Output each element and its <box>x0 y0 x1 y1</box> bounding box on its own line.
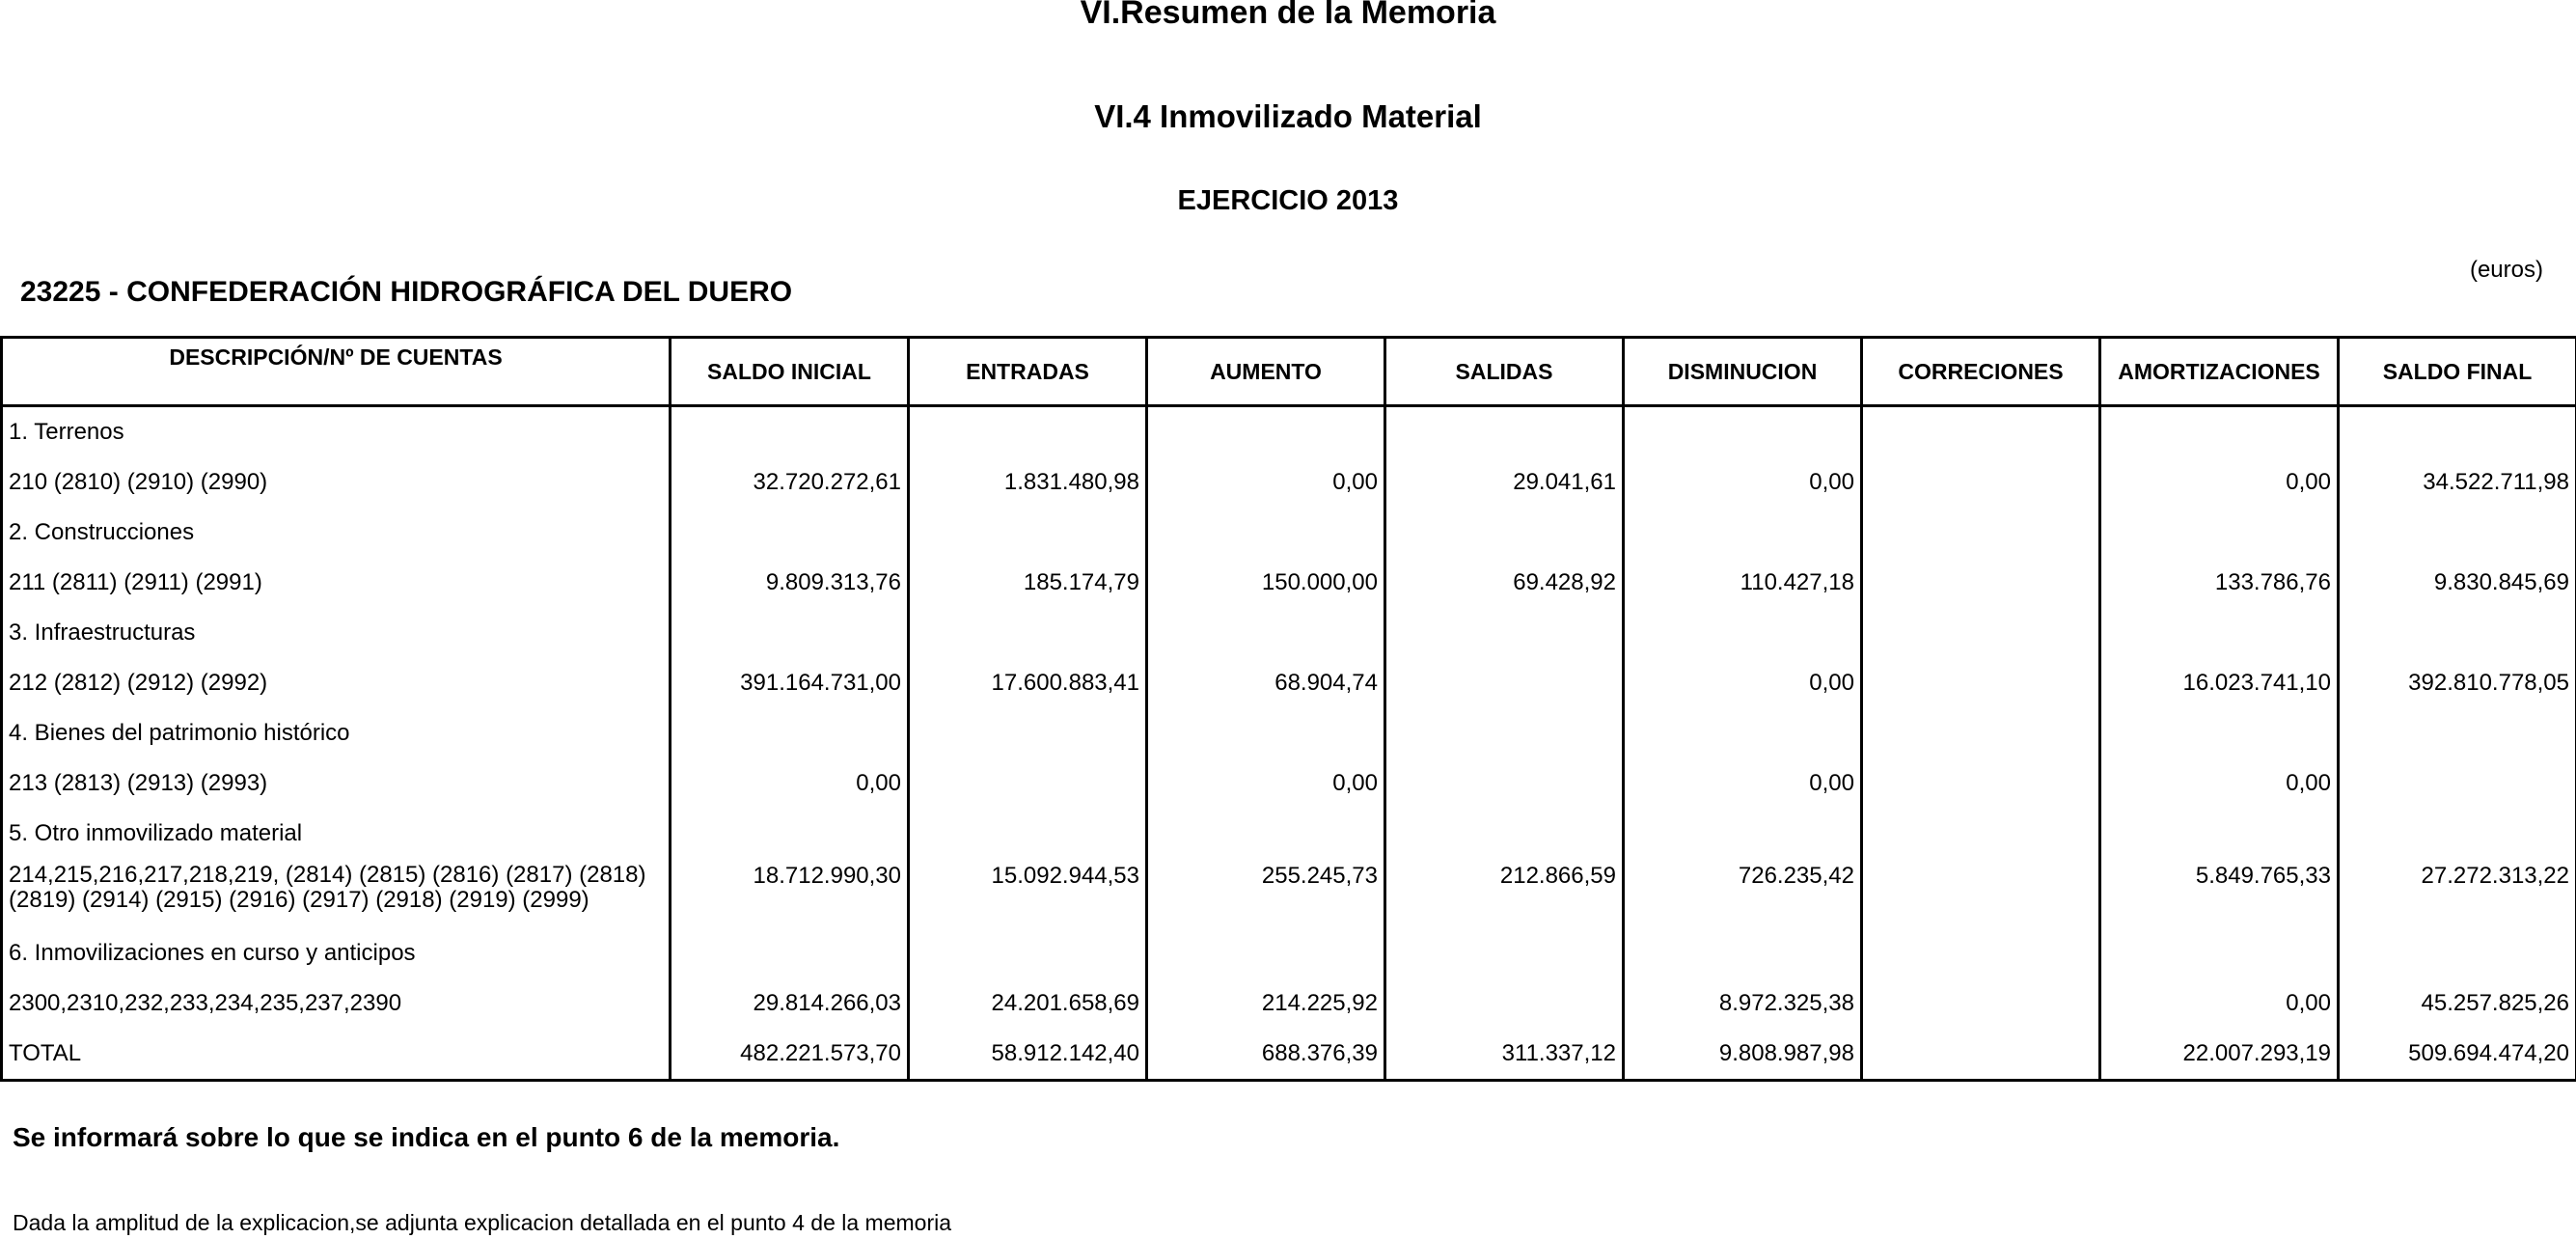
col-header-disminucion: DISMINUCION <box>1624 338 1862 406</box>
row-value-cell <box>2339 809 2576 859</box>
row-value-cell <box>671 406 909 458</box>
row-value-cell: 18.712.990,30 <box>671 859 909 928</box>
row-value-cell <box>1385 758 1624 809</box>
row-value-cell: 392.810.778,05 <box>2339 658 2576 708</box>
document-title: VI.Resumen de la Memoria <box>1080 0 1496 31</box>
row-value-cell <box>909 809 1147 859</box>
row-value-cell: 16.023.741,10 <box>2100 658 2339 708</box>
row-value-cell <box>1385 406 1624 458</box>
row-value-cell <box>2100 708 2339 758</box>
row-value-cell <box>1147 809 1385 859</box>
row-value-cell: 212.866,59 <box>1385 859 1624 928</box>
row-value-cell <box>671 608 909 658</box>
row-value-cell: 110.427,18 <box>1624 558 1862 608</box>
table-header-row <box>2 338 2576 406</box>
row-value-cell: 69.428,92 <box>1385 558 1624 608</box>
table-row <box>2 978 2576 1029</box>
row-value-cell: 5.849.765,33 <box>2100 859 2339 928</box>
row-value-cell: 9.808.987,98 <box>1624 1029 1862 1081</box>
row-value-cell <box>909 406 1147 458</box>
row-value-cell <box>671 708 909 758</box>
row-value-cell <box>1624 809 1862 859</box>
row-value-cell: 509.694.474,20 <box>2339 1029 2576 1081</box>
row-value-cell <box>1385 608 1624 658</box>
row-value-cell <box>1624 928 1862 978</box>
table-row <box>2 928 2576 978</box>
row-description-cell: 2300,2310,232,233,234,235,237,2390 <box>2 978 671 1029</box>
row-value-cell: 482.221.573,70 <box>671 1029 909 1081</box>
row-value-cell <box>1147 608 1385 658</box>
row-value-cell <box>671 809 909 859</box>
row-value-cell: 0,00 <box>1624 457 1862 508</box>
table-body <box>2 406 2576 1081</box>
row-value-cell: 0,00 <box>2100 758 2339 809</box>
row-value-cell <box>2339 928 2576 978</box>
row-description-cell: 4. Bienes del patrimonio histórico <box>2 708 671 758</box>
row-value-cell: 9.809.313,76 <box>671 558 909 608</box>
row-value-cell <box>1862 658 2100 708</box>
row-value-cell: 24.201.658,69 <box>909 978 1147 1029</box>
table-row <box>2 608 2576 658</box>
row-value-cell <box>1862 1029 2100 1081</box>
row-value-cell: 150.000,00 <box>1147 558 1385 608</box>
row-description-cell: 210 (2810) (2910) (2990) <box>2 457 671 508</box>
col-header-saldo-inicial: SALDO INICIAL <box>671 338 909 406</box>
row-value-cell: 15.092.944,53 <box>909 859 1147 928</box>
col-header-description: DESCRIPCIÓN/Nº DE CUENTAS <box>2 338 671 406</box>
col-header-correciones: CORRECIONES <box>1862 338 2100 406</box>
row-value-cell: 0,00 <box>671 758 909 809</box>
table-row <box>2 658 2576 708</box>
row-description-cell: 2. Construcciones <box>2 508 671 558</box>
row-value-cell: 0,00 <box>1624 658 1862 708</box>
table-row <box>2 406 2576 458</box>
row-value-cell <box>1624 406 1862 458</box>
table-row <box>2 758 2576 809</box>
row-value-cell: 22.007.293,19 <box>2100 1029 2339 1081</box>
row-description-cell: 6. Inmovilizaciones en curso y anticipos <box>2 928 671 978</box>
row-value-cell <box>2339 758 2576 809</box>
memory-point-note: Se informará sobre lo que se indica en el punto 6 de la memoria. <box>13 1122 840 1152</box>
row-value-cell: 32.720.272,61 <box>671 457 909 508</box>
row-description-cell: 213 (2813) (2913) (2993) <box>2 758 671 809</box>
fiscal-year: EJERCICIO 2013 <box>1177 185 1399 216</box>
row-description-cell: 1. Terrenos <box>2 406 671 458</box>
table-row <box>2 809 2576 859</box>
fixed-assets-table <box>0 336 2576 1082</box>
col-header-entradas: ENTRADAS <box>909 338 1147 406</box>
col-header-saldo-final: SALDO FINAL <box>2339 338 2576 406</box>
row-value-cell <box>2100 406 2339 458</box>
row-value-cell: 58.912.142,40 <box>909 1029 1147 1081</box>
row-value-cell: 17.600.883,41 <box>909 658 1147 708</box>
row-value-cell <box>1624 708 1862 758</box>
row-value-cell <box>1385 809 1624 859</box>
row-value-cell <box>2100 809 2339 859</box>
row-description-cell: TOTAL <box>2 1029 671 1081</box>
row-value-cell <box>1862 978 2100 1029</box>
row-description-cell: 212 (2812) (2912) (2992) <box>2 658 671 708</box>
row-value-cell <box>2100 508 2339 558</box>
row-value-cell: 0,00 <box>1147 457 1385 508</box>
table-row <box>2 508 2576 558</box>
row-value-cell: 133.786,76 <box>2100 558 2339 608</box>
col-header-aumento: AUMENTO <box>1147 338 1385 406</box>
row-value-cell <box>1862 406 2100 458</box>
row-description-cell: 214,215,216,217,218,219, (2814) (2815) (2816) (2817) (2818) (2819) (2914) (2915) (2916) (2917) (2918) (2919) (2999) <box>2 859 671 928</box>
row-value-cell <box>909 758 1147 809</box>
row-value-cell <box>1624 508 1862 558</box>
explanation-note: Dada la amplitud de la explicacion,se adjunta explicacion detallada en el punto 4 de la memoria <box>13 1210 952 1235</box>
row-value-cell: 27.272.313,22 <box>2339 859 2576 928</box>
row-value-cell <box>1862 708 2100 758</box>
row-value-cell: 34.522.711,98 <box>2339 457 2576 508</box>
row-value-cell: 0,00 <box>1624 758 1862 809</box>
row-value-cell <box>1862 457 2100 508</box>
row-value-cell: 1.831.480,98 <box>909 457 1147 508</box>
row-value-cell: 255.245,73 <box>1147 859 1385 928</box>
row-value-cell <box>2339 708 2576 758</box>
table-row <box>2 558 2576 608</box>
row-value-cell <box>1385 508 1624 558</box>
table-row <box>2 1029 2576 1081</box>
row-value-cell: 45.257.825,26 <box>2339 978 2576 1029</box>
table-row <box>2 708 2576 758</box>
row-value-cell <box>2100 608 2339 658</box>
row-value-cell: 726.235,42 <box>1624 859 1862 928</box>
row-value-cell <box>1147 508 1385 558</box>
row-value-cell <box>1862 758 2100 809</box>
row-value-cell <box>909 708 1147 758</box>
row-value-cell: 8.972.325,38 <box>1624 978 1862 1029</box>
row-value-cell: 391.164.731,00 <box>671 658 909 708</box>
row-value-cell <box>2100 928 2339 978</box>
row-value-cell: 0,00 <box>2100 978 2339 1029</box>
row-description-cell: 211 (2811) (2911) (2991) <box>2 558 671 608</box>
col-header-amortizaciones: AMORTIZACIONES <box>2100 338 2339 406</box>
row-value-cell <box>1147 708 1385 758</box>
row-value-cell <box>2339 508 2576 558</box>
row-value-cell <box>1862 928 2100 978</box>
row-value-cell: 0,00 <box>1147 758 1385 809</box>
row-value-cell <box>1862 508 2100 558</box>
row-value-cell: 68.904,74 <box>1147 658 1385 708</box>
row-value-cell: 9.830.845,69 <box>2339 558 2576 608</box>
row-value-cell <box>1147 406 1385 458</box>
table-row <box>2 859 2576 928</box>
row-value-cell: 29.814.266,03 <box>671 978 909 1029</box>
row-value-cell: 0,00 <box>2100 457 2339 508</box>
row-description-cell: 3. Infraestructuras <box>2 608 671 658</box>
row-value-cell <box>1862 558 2100 608</box>
row-value-cell <box>2339 608 2576 658</box>
row-value-cell <box>1385 658 1624 708</box>
currency-units: (euros) <box>2469 257 2543 283</box>
row-value-cell <box>671 928 909 978</box>
row-value-cell <box>1147 928 1385 978</box>
row-value-cell <box>671 508 909 558</box>
section-subtitle: VI.4 Inmovilizado Material <box>1094 98 1482 134</box>
row-value-cell: 29.041,61 <box>1385 457 1624 508</box>
table-row <box>2 457 2576 508</box>
row-value-cell <box>1385 708 1624 758</box>
row-value-cell <box>1385 978 1624 1029</box>
row-value-cell: 688.376,39 <box>1147 1029 1385 1081</box>
row-value-cell <box>1862 608 2100 658</box>
row-value-cell <box>1862 859 2100 928</box>
row-description-cell: 5. Otro inmovilizado material <box>2 809 671 859</box>
row-value-cell: 311.337,12 <box>1385 1029 1624 1081</box>
row-value-cell: 214.225,92 <box>1147 978 1385 1029</box>
row-value-cell <box>1624 608 1862 658</box>
row-value-cell <box>909 928 1147 978</box>
row-value-cell <box>2339 406 2576 458</box>
row-value-cell <box>1862 809 2100 859</box>
col-header-salidas: SALIDAS <box>1385 338 1624 406</box>
row-value-cell <box>909 608 1147 658</box>
entity-name: 23225 - CONFEDERACIÓN HIDROGRÁFICA DEL DUERO <box>20 276 793 308</box>
row-value-cell <box>1385 928 1624 978</box>
row-value-cell <box>909 508 1147 558</box>
row-value-cell: 185.174,79 <box>909 558 1147 608</box>
